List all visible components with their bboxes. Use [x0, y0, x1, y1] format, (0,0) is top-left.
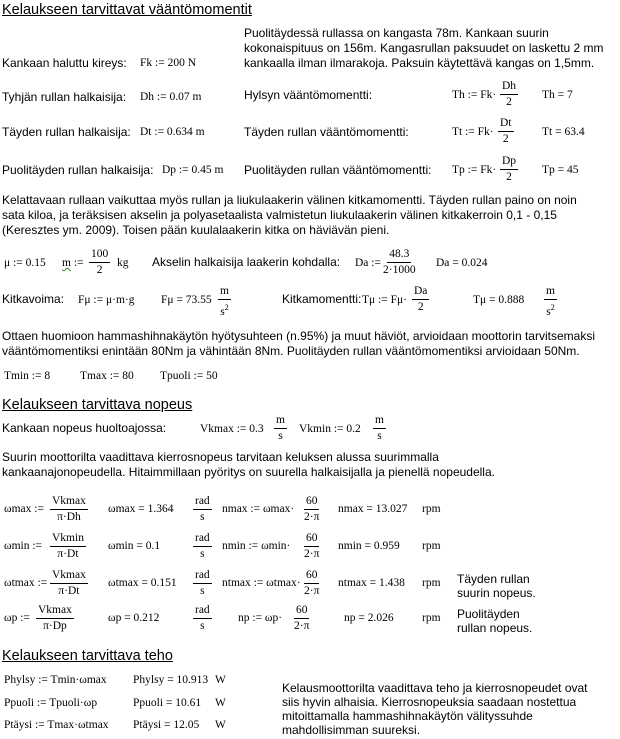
- fk-label: Kankaan haluttu kireys:: [2, 56, 127, 70]
- omega-result: ωmax = 1.364: [108, 503, 174, 515]
- da-label: Akselin halkaisija laakerin kohdalla:: [152, 255, 341, 269]
- unit-numerator: m: [274, 414, 287, 429]
- row-note: suurin nopeus.: [457, 586, 536, 600]
- tp-result: Tp = 45: [542, 164, 579, 176]
- unit-denominator: s: [278, 430, 283, 442]
- fraction-numerator: Dh: [500, 80, 518, 95]
- unit-denominator: $s^2$: [220, 303, 229, 318]
- intro-line: kokonaispituus on 156m. Kangasrullan paksuudet on laskettu 2 mm: [244, 41, 604, 55]
- dt-label: Täyden rullan halkaisija:: [2, 125, 131, 139]
- power-result: Ppuoli = 10.61: [133, 697, 202, 709]
- paragraph-line: Kelattavaan rullaan vaikuttaa myös rullan ja liukulaakerin välinen kitkamomentti. Täyden rullan paino on noin: [2, 193, 577, 207]
- rpm-lhs: np := ωp·: [238, 612, 283, 624]
- fmu-unit: [218, 285, 231, 319]
- rpm-result: ntmax = 1.438: [338, 577, 405, 589]
- th-result: Th = 7: [542, 89, 573, 101]
- tp-label: Puolitäyden rullan vääntömomentti:: [244, 163, 432, 177]
- omega-fraction: [36, 604, 74, 633]
- tpuoli-definition: Tpuoli := 50: [160, 370, 218, 382]
- power-unit: W: [215, 674, 226, 686]
- fk-definition: Fk := 200 N: [140, 57, 197, 69]
- paragraph-line: Suurin moottorilta vaadittava kierrosnopeus tarvitaan keluksen alussa suurimmalla: [2, 450, 439, 464]
- fraction-denominator: 2·1000: [383, 264, 416, 276]
- assign-operator: :=: [73, 257, 84, 269]
- omega-fraction: [50, 532, 86, 561]
- da-result: Da = 0.024: [436, 257, 488, 269]
- unit-numerator: m: [218, 285, 231, 300]
- fraction-denominator: 2·π: [304, 511, 320, 523]
- speed-label: Kankaan nopeus huoltoajossa:: [2, 421, 167, 435]
- mass-definition: [62, 257, 84, 270]
- power-definition: Ptäysi := Tmax·ωtmax: [4, 719, 109, 731]
- fraction-numerator: Vkmin: [50, 532, 86, 547]
- tp-fraction: [500, 155, 518, 184]
- rpm-lhs: nmin := ωmin·: [222, 540, 291, 552]
- paragraph-line: Ottaen huomioon hammashihnakäytön hyötysuhteen (n.95%) ja muut häviöt, arvioidaan moottorin tarvitsemaksi: [2, 329, 595, 343]
- th-fraction: [500, 80, 518, 109]
- unit-numerator: rad: [193, 495, 212, 510]
- unit-denominator: $s^2$: [546, 303, 555, 318]
- vkmax-definition: Vkmax := 0.3: [200, 423, 264, 435]
- fraction-denominator: 2·π: [304, 548, 320, 560]
- paragraph-line: mitoittamalla hammashihnakäytön välityssuhde: [282, 709, 533, 723]
- rpm-lhs: ntmax := ωtmax·: [222, 577, 301, 589]
- unit-numerator: rad: [193, 532, 212, 547]
- rpm-fraction: [302, 495, 321, 524]
- rpm-lhs: nmax := ωmax·: [222, 503, 295, 515]
- fmu-result: Fμ = 73.55: [161, 294, 212, 306]
- tmax-definition: Tmax := 80: [80, 370, 134, 382]
- rpm-unit: rpm: [422, 577, 441, 589]
- paragraph-line: (Kereszt​es ym. 2009). Toisen pään kuulalaakerin kitka on häviävän pieni.: [2, 223, 390, 237]
- rpm-result: nmin = 0.959: [338, 540, 400, 552]
- paragraph-line: sata kiloa, ja teräksisen akselin ja polyasetaalista valmistetun liukulaakerin välinen kitkakerroin 0,1 - 0,15: [2, 208, 557, 222]
- th-formula: Th := Fk·: [452, 89, 497, 101]
- row-note: Puolitäyden: [457, 607, 520, 621]
- rpm-result: nmax = 13.027: [338, 503, 408, 515]
- fraction-numerator: 60: [294, 604, 310, 619]
- omega-lhs: ωmin :=: [4, 540, 43, 552]
- power-definition: Ppuoli := Tpuoli·ωp: [4, 697, 98, 709]
- rpm-unit: rpm: [422, 612, 441, 624]
- unit-denominator: s: [200, 620, 205, 632]
- omega-unit: [193, 532, 212, 561]
- fraction-denominator: 2: [502, 133, 509, 145]
- tmu-fraction: [412, 285, 429, 314]
- mass-variable: m: [62, 257, 71, 269]
- dp-definition: Dp := 0.45 m: [162, 164, 224, 176]
- fraction-denominator: 2: [506, 171, 512, 183]
- power-result: Phylsy = 10.913: [133, 674, 209, 686]
- intro-line: Puolitäydessä rullassa on kangasta 78m. Kankaan suurin: [244, 26, 549, 40]
- fraction-numerator: Vkmax: [50, 495, 88, 510]
- fraction-denominator: π·Dh: [57, 511, 81, 523]
- rpm-fraction: [302, 569, 321, 598]
- rpm-fraction: [302, 532, 321, 561]
- fraction-denominator: 2·π: [304, 585, 320, 597]
- fmu-label: Kitkavoima:: [2, 292, 65, 306]
- tt-label: Täyden rullan vääntömomentti:: [244, 125, 409, 139]
- omega-unit: [193, 604, 212, 633]
- omega-lhs: ωp :=: [4, 612, 30, 624]
- paragraph-line: Kelausmoottorilta vaadittava teho ja kierrosnopeudet ovat: [282, 681, 588, 695]
- dt-definition: Dt := 0.634 m: [140, 126, 205, 138]
- paragraph-line: siis hyvin alhaisia. Kierrosnopeuksia saadaan nostettua: [282, 695, 577, 709]
- unit-denominator: s: [200, 585, 205, 597]
- omega-result: ωp = 0.212: [108, 612, 160, 624]
- tt-formula: Tt := Fk·: [452, 126, 494, 138]
- power-definition: Phylsy := Tmin·ωmax: [4, 674, 107, 686]
- tmin-definition: Tmin := 8: [4, 370, 51, 382]
- fraction-denominator: π·Dp: [43, 620, 67, 632]
- omega-unit: [193, 569, 212, 598]
- omega-unit: [193, 495, 212, 524]
- vkmax-unit: [274, 414, 287, 443]
- omega-lhs: ωtmax :=: [4, 577, 48, 589]
- section-heading-speed: Kelaukseen tarvittava nopeus: [2, 397, 193, 413]
- fraction-numerator: 100: [89, 248, 110, 263]
- fraction-numerator: Dt: [498, 117, 514, 132]
- vkmin-unit: [373, 414, 386, 443]
- dh-label: Tyhjän rullan halkaisija:: [2, 90, 127, 104]
- paragraph-line: mahdollisimman suureksi.: [282, 723, 421, 737]
- unit-denominator: s: [377, 430, 382, 442]
- fraction-numerator: 60: [304, 495, 320, 510]
- fraction-denominator: 2·π: [294, 620, 310, 632]
- omega-fraction: [50, 495, 88, 524]
- rpm-result: np = 2.026: [344, 612, 394, 624]
- tmu-formula: Tμ := Fμ·: [362, 294, 408, 306]
- paragraph-line: kankaanajonopeudella. Hitaimmillaan pyöritys on suurella halkaisijalla ja pienellä nopeudella.: [2, 465, 495, 479]
- omega-result: ωtmax = 0.151: [108, 577, 177, 589]
- vkmin-definition: Vkmin := 0.2: [299, 423, 361, 435]
- fraction-numerator: 48.3: [387, 248, 411, 263]
- fraction-denominator: π·Dt: [58, 585, 80, 597]
- mu-definition: μ := 0.15: [4, 257, 46, 269]
- dp-label: Puolitäyden rullan halkaisija:: [2, 163, 154, 177]
- fraction-numerator: 60: [304, 532, 320, 547]
- rpm-unit: rpm: [422, 503, 441, 515]
- tmu-label: Kitkamomentti:: [282, 292, 362, 306]
- row-note: Täyden rullan: [457, 572, 530, 586]
- intro-line: kankaalla ilman ilmarakoja. Paksuin käytettävä kangas on 1,5mm.: [244, 56, 595, 70]
- omega-result: ωmin = 0.1: [108, 540, 161, 552]
- unit-numerator: m: [373, 414, 386, 429]
- power-unit: W: [215, 697, 226, 709]
- power-result: Ptäysi = 12.05: [133, 719, 200, 731]
- fraction-numerator: 60: [304, 569, 320, 584]
- unit-numerator: rad: [193, 604, 212, 619]
- tp-formula: Tp := Fk·: [452, 164, 497, 176]
- paragraph-line: vääntömomentiksi enintään 80Nm ja vähintään 8Nm. Puolitäyden rullan vääntömomentiksi arvioidaan 50Nm.: [2, 344, 580, 358]
- power-unit: W: [215, 719, 226, 731]
- mass-unit: kg: [117, 257, 129, 269]
- omega-lhs: ωmax :=: [4, 503, 44, 515]
- rpm-fraction: [292, 604, 311, 633]
- unit-numerator: rad: [193, 569, 212, 584]
- section-heading-torque: Kelaukseen tarvittavat vääntömomentit: [2, 2, 252, 18]
- tt-result: Tt = 63.4: [542, 126, 585, 138]
- da-formula: Da :=: [355, 257, 381, 269]
- unit-denominator: s: [200, 511, 205, 523]
- omega-fraction: [50, 569, 88, 598]
- unit-denominator: s: [200, 548, 205, 560]
- rpm-unit: rpm: [422, 540, 441, 552]
- dh-definition: Dh := 0.07 m: [140, 91, 202, 103]
- fraction-denominator: 2: [506, 96, 512, 108]
- unit-numerator: m: [544, 285, 557, 300]
- fraction-numerator: Da: [412, 285, 429, 300]
- fraction-denominator: 2: [96, 264, 103, 276]
- section-heading-power: Kelaukseen tarvittava teho: [2, 648, 173, 664]
- da-fraction: [381, 248, 418, 277]
- fraction-denominator: 2: [417, 301, 424, 313]
- row-note: rullan nopeus.: [457, 621, 533, 635]
- tmu-unit: [544, 285, 557, 319]
- fmu-definition: Fμ := μ·m·g: [78, 294, 135, 306]
- tt-fraction: [498, 117, 514, 146]
- th-label: Hylsyn vääntömomentti:: [244, 88, 373, 102]
- fraction-denominator: π·Dt: [57, 548, 79, 560]
- fraction-numerator: Dp: [500, 155, 518, 170]
- mass-fraction: [89, 248, 110, 277]
- tmu-result: Tμ = 0.888: [473, 294, 525, 306]
- fraction-numerator: Vkmax: [36, 604, 74, 619]
- fraction-numerator: Vkmax: [50, 569, 88, 584]
